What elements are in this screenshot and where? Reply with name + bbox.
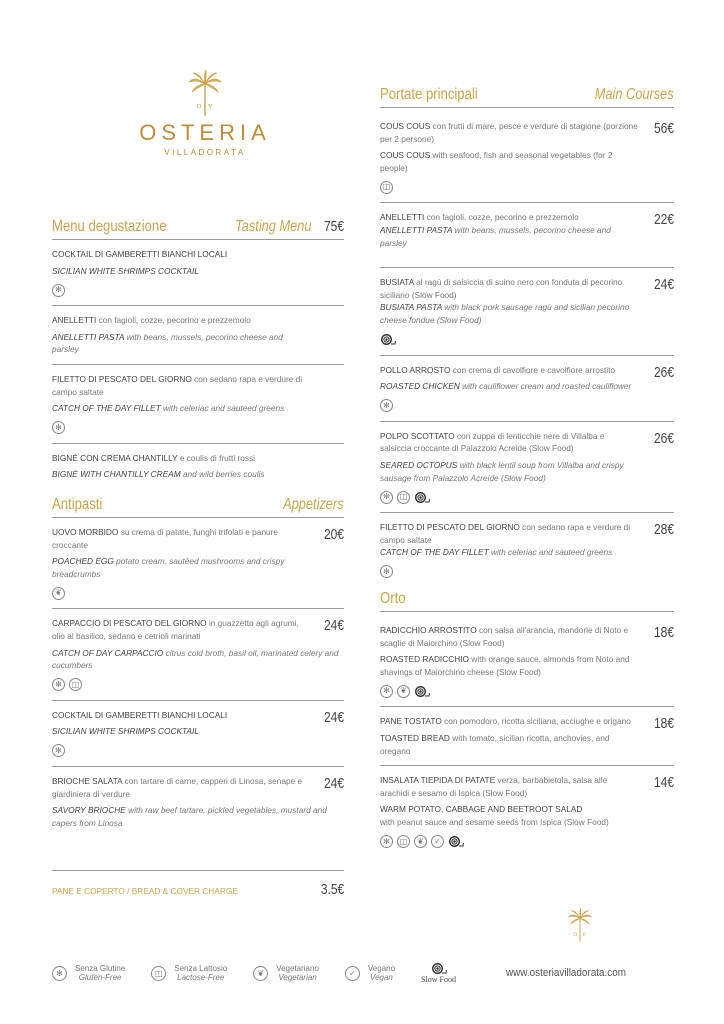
legend	[52, 962, 672, 984]
gluten-free-icon: ✻	[52, 744, 65, 757]
section-title: Menu degustazione	[52, 218, 167, 235]
item-name-it: INSALATA TIEPIDA DI PATATE	[380, 775, 496, 786]
item-name-en: SICILIAN WHITE SHRIMPS COCKTAIL	[52, 726, 199, 737]
menu-item	[380, 268, 674, 355]
garden-section	[380, 590, 674, 857]
tasting-menu-header	[52, 218, 344, 240]
item-desc-it: e coulis di frutti rossi	[177, 452, 256, 463]
legend-vegetarian	[253, 964, 319, 983]
item-name-it: COCKTAIL DI GAMBERETTI BIANCHI LOCALI	[52, 249, 228, 259]
lactose-free-icon: ◫	[69, 678, 82, 691]
item-price: 24€	[323, 617, 344, 635]
menu-item	[52, 444, 344, 489]
legend-label-en: Vegetarian	[278, 973, 317, 982]
item-name-en: ANELLETTI PASTA	[380, 224, 453, 235]
section-title-en: Main Courses	[595, 86, 674, 103]
menu-item	[380, 766, 674, 856]
slow-food-label: Slow Food	[421, 975, 456, 984]
gluten-free-icon: ✻	[380, 685, 393, 698]
item-name-it: UOVO MORBIDO	[52, 527, 119, 537]
item-name-en: BIGNÈ WITH CHANTILLY CREAM	[52, 469, 181, 480]
item-desc-it: con frutti di mare, pesce e verdure di stagione (porzione per 2 persone)	[380, 121, 638, 144]
item-name-en: SICILIAN WHITE SHRIMPS COCKTAIL	[52, 265, 199, 276]
section-title-en: Tasting Menu	[234, 218, 311, 235]
item-price: 22€	[653, 211, 674, 229]
legend-label-en: Lactose-Free	[177, 973, 225, 982]
gluten-free-icon: ✻	[380, 835, 393, 848]
item-price: 26€	[653, 429, 674, 447]
item-desc-en: with beans, mussels, pecorino cheese and parsley	[52, 331, 283, 355]
legend-label-en: Vegan	[370, 973, 393, 982]
palm-tree-icon	[567, 908, 593, 942]
palm-tree-icon	[187, 70, 223, 116]
main-courses-header	[380, 86, 674, 108]
item-desc-en: with seafood, fish and seasonal vegetables (for 2 people)	[380, 150, 613, 173]
slow-food-snail-icon	[448, 835, 464, 848]
item-desc-en: citrus cold broth, basil oil, marinated celery and cucumbers	[52, 647, 339, 671]
gluten-free-icon: ✻	[52, 678, 65, 691]
slow-food-snail-icon	[431, 962, 447, 975]
main-courses-section	[380, 86, 674, 587]
svg-text:O: O	[197, 104, 202, 110]
menu-item	[380, 707, 674, 766]
menu-item	[52, 609, 344, 700]
item-desc-it: con crema di cavolfiore e cavolfiore arrostito	[450, 364, 616, 375]
item-name-en: SEARED OCTOPUS	[380, 459, 458, 470]
item-desc-en: with beans, mussels, pecorino cheese and parsley	[380, 224, 611, 248]
svg-text:O: O	[573, 931, 578, 938]
item-name-en: ANELLETTI PASTA	[52, 331, 125, 342]
item-name-it: FILETTO DI PESCATO DEL GIORNO	[380, 522, 520, 533]
slow-food-snail-icon	[414, 491, 430, 504]
item-name-it: PANE TOSTATO	[380, 716, 442, 727]
garden-header	[380, 590, 674, 612]
tasting-menu-section	[52, 218, 344, 489]
item-name-it: COUS COUS	[380, 121, 431, 131]
vegetarian-icon: ❦	[397, 685, 410, 698]
item-desc-it: su crema di patate, funghi trifolati e panure croccante	[52, 527, 278, 550]
item-desc-it: con tartare di carne, capperi di Linosa, senape e giardiniera di verdure	[52, 775, 303, 799]
item-name-en: WARM POTATO, CABBAGE AND BEETROOT SALAD	[380, 804, 583, 815]
item-price: 18€	[653, 624, 674, 641]
brand-name: OSTERIA	[139, 120, 271, 145]
website-link[interactable]: www.osteriavilladorata.com	[505, 967, 626, 979]
cover-charge-price: 3.5€	[320, 881, 344, 898]
item-desc-it: con salsa all'arancia, mandorle di Noto e scaglie di Maiorchino (Slow Food)	[380, 625, 629, 648]
gluten-free-icon: ✻	[52, 966, 67, 981]
appetizers-section	[52, 496, 344, 837]
item-desc-it: con fagioli, cozze, pecorino e prezzemolo	[424, 212, 579, 223]
gluten-free-icon: ✻	[52, 421, 65, 434]
item-desc-en: with orange sauce, almonds from Noto and shavings of Maiorchino cheese (Slow Food)	[380, 654, 630, 677]
item-name-en: CATCH OF THE DAY FILLET	[52, 403, 161, 414]
legend-lactose-free	[151, 964, 227, 983]
section-title-en: Appetizers	[283, 496, 344, 513]
section-title: Portate principali	[380, 86, 478, 103]
gluten-free-icon: ✻	[380, 491, 393, 504]
menu-item	[380, 513, 674, 587]
menu-item	[380, 108, 674, 203]
item-desc-en: with celeriac and sauteed greens	[488, 547, 613, 558]
item-desc-it: al ragù di salsiccia di suino nero con fonduta di pecorino siciliano (Slow Food)	[380, 277, 623, 300]
item-name-en: BUSIATA PASTA	[380, 302, 442, 313]
item-price: 24€	[653, 276, 674, 294]
lactose-free-icon: ◫	[151, 966, 166, 981]
menu-item	[380, 422, 674, 513]
item-desc-it: con fagioli, cozze, pecorino e prezzemolo	[96, 315, 251, 326]
gluten-free-icon: ✻	[380, 565, 393, 578]
svg-text:V: V	[582, 931, 586, 938]
item-desc-en: with cauliflower cream and roasted cauliflower	[459, 381, 632, 392]
cover-charge	[52, 870, 344, 898]
slow-food-snail-icon	[380, 333, 396, 346]
item-desc-en: with celeriac and sauteed greens	[160, 403, 285, 414]
legend-label-it: Senza Lattosio	[174, 963, 228, 973]
item-name-it: POLLO ARROSTO	[380, 364, 451, 375]
tasting-menu-price: 75€	[323, 218, 344, 235]
vegetarian-icon: ❦	[253, 966, 268, 981]
item-desc-en: with black pork sausage ragù and sicilian pecorino cheese fondue (Slow Food)	[380, 302, 630, 325]
item-name-en: TOASTED BREAD	[380, 732, 450, 743]
item-desc-en: with tomato, sicilian ricotta, anchovies, and oregano	[380, 732, 610, 756]
item-name-it: COCKTAIL DI GAMBERETTI BIANCHI LOCALI	[52, 709, 228, 720]
item-name-it: POLPO SCOTTATO	[380, 430, 455, 441]
item-price: 26€	[653, 363, 674, 381]
menu-item	[380, 203, 674, 268]
vegetarian-icon: ❦	[414, 835, 427, 848]
item-name-it: BIGNÉ CON CREMA CHANTILLY	[52, 452, 178, 463]
section-title: Orto	[380, 590, 406, 607]
menu-item	[52, 365, 344, 444]
menu-item	[52, 701, 344, 767]
item-desc-it: con zuppa di lenticchie nere di Villalba e salsiccia croccante di Palazzolo Acreide (Slow Food)	[380, 430, 605, 454]
item-name-it: RADICCHIO ARROSTITO	[380, 625, 477, 635]
vegan-icon: ✓	[431, 835, 444, 848]
item-desc-en: potato cream, sautéed mushrooms and crispy breadcrumbs	[52, 556, 285, 579]
item-desc-it: con pomodoro, ricotta siciliana, acciughe e origano	[441, 716, 631, 727]
menu-item	[380, 356, 674, 422]
item-desc-it: con sedano rapa e verdure di campo saltate	[380, 522, 631, 545]
item-desc-en: and wild berries coulis	[180, 469, 265, 480]
item-price: 28€	[653, 521, 674, 539]
item-name-it: ANELLETTI	[52, 315, 97, 326]
menu-item	[52, 306, 344, 365]
lactose-free-icon: ◫	[397, 835, 410, 848]
item-name-en: CATCH OF DAY CARPACCIO	[52, 647, 164, 658]
svg-text:V: V	[208, 104, 213, 110]
menu-item	[52, 767, 344, 837]
gluten-free-icon: ✻	[380, 399, 393, 412]
item-name-en: SAVORY BRIOCHE	[52, 805, 126, 816]
legend-slow-food	[421, 962, 456, 984]
vegan-icon: ✓	[345, 966, 360, 981]
item-name-en: POACHED EGG	[52, 556, 114, 567]
legend-vegan	[345, 964, 395, 983]
item-price: 24€	[323, 774, 344, 792]
menu-item	[52, 240, 344, 306]
cover-charge-label: PANE E COPERTO / BREAD & COVER CHARGE	[52, 886, 238, 896]
brand-subtitle: VILLADORATA	[164, 148, 246, 157]
item-name-en: ROASTED CHICKEN	[380, 381, 460, 392]
item-desc-it: in guazzetto agli agrumi, olio al basilico, sedano e cetrioli marinati	[52, 618, 299, 641]
item-desc-en: with raw beef tartare, pickled vegetables, mustard and capers from Linosa	[52, 805, 327, 828]
item-price: 24€	[323, 708, 344, 726]
item-name-en: CATCH OF THE DAY FILLET	[380, 547, 489, 558]
vegetarian-icon: ❦	[52, 587, 65, 600]
item-name-en: COUS COUS	[380, 150, 431, 161]
legend-label-it: Vegetariano	[276, 963, 319, 973]
menu-item	[52, 518, 344, 609]
legend-gluten-free	[52, 964, 125, 983]
section-title: Antipasti	[52, 496, 103, 513]
item-name-it: BUSIATA	[380, 277, 414, 288]
item-desc-it: verza, barbabietola, salsa alle arachidi e sesamo di Ispica (Slow Food)	[380, 775, 608, 798]
appetizers-header	[52, 496, 344, 518]
item-name-it: CARPACCIO DI PESCATO DEL GIORNO	[52, 618, 207, 629]
item-name-it: FILETTO DI PESCATO DEL GIORNO	[52, 373, 192, 384]
osteria-logo	[120, 70, 290, 157]
legend-label-it: Senza Glutine	[75, 963, 126, 973]
item-desc-it: con sedano rapa e verdure di campo saltate	[52, 373, 303, 397]
lactose-free-icon: ◫	[397, 491, 410, 504]
item-price: 20€	[323, 526, 344, 543]
slow-food-snail-icon	[414, 685, 430, 698]
item-desc-en: with black lentil soup from Villalba and crispy sausage from Palazzolo Acreide (Slow Food)	[380, 459, 624, 483]
item-price: 18€	[653, 715, 674, 733]
item-price: 56€	[653, 120, 674, 137]
item-name-it: ANELLETTI	[380, 212, 425, 223]
menu-item	[380, 612, 674, 707]
item-name-it: BRIOCHE SALATA	[52, 775, 123, 786]
item-desc-en: with peanut sauce and sesame seeds from Ispica (Slow Food)	[380, 816, 609, 827]
small-palm-logo	[567, 908, 593, 947]
item-name-en: ROASTED RADICCHIO	[380, 654, 469, 665]
legend-label-en: Gluten-Free	[78, 973, 122, 982]
gluten-free-icon: ✻	[52, 284, 65, 297]
lactose-free-icon: ◫	[380, 181, 393, 194]
item-price: 14€	[653, 774, 674, 792]
legend-label-it: Vegano	[367, 963, 396, 973]
